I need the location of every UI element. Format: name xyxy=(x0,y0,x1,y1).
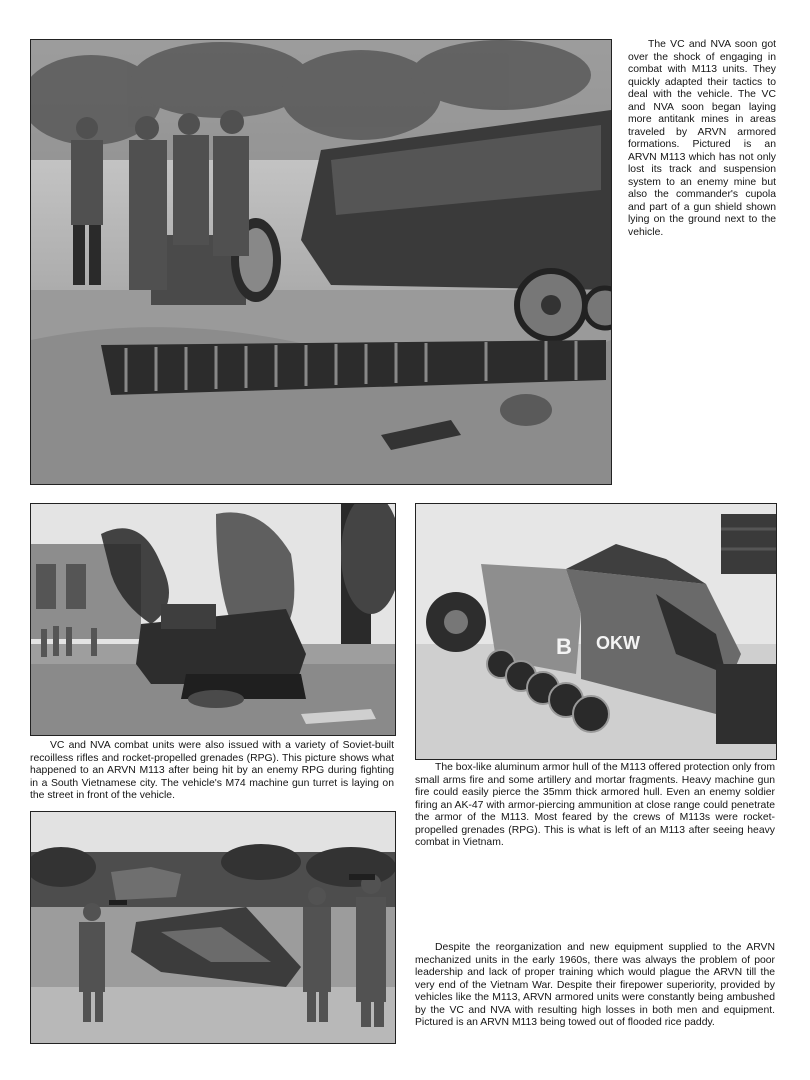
caption-middle-right: The box-like aluminum armor hull of the M113 offered protection only from small arms fire and some artillery and mortar fragments. Heavy machine gun fire could easily pierce the 35mm thick armored hull. Even an enemy soldier firing an AK-47 with armor-piercing ammunition at close range could penetrate the armor of the M113. Most feared by the crews of M113s were rocket-propelled grenades (RPG). This is what is left of an M113 after seeing heavy combat in Vietnam. xyxy=(415,762,775,848)
hull-letter-marking: B xyxy=(556,634,572,659)
photo-burning-m113-city xyxy=(30,503,396,736)
photo-m113-rice-paddy xyxy=(30,811,396,1044)
caption-bottom-right: Despite the reorganization and new equipment supplied to the ARVN mechanized units in the early 1960s, there was always the problem of poor leadership and lack of proper training which would plague the ARVN till the very end of the Vietnam War. Despite their firepower superiority, provided by vehicles like the M113, ARVN armored units were constantly being ambushed by the VC and NVA with resulting high losses in both men and equipment. Pictured is an ARVN M113 being towed out of flooded rice paddy. xyxy=(415,942,775,1028)
photo-destroyed-m113-hull xyxy=(415,503,777,760)
caption-top-right: The VC and NVA soon got over the shock of engaging in combat with M113 units. They quickly adapted their tactics to deal with the vehicle. The VC and NVA soon began laying more antitank mines in areas traveled by ARVN armored formations. Pictured is an ARVN M113 which has not only lost its track and suspension system to an enemy mine but also the commander's cupola and part of a gun shield shown lying on the ground next to the vehicle. xyxy=(628,39,776,238)
caption-middle-left: VC and NVA combat units were also issued with a variety of Soviet-built recoilless rifles and rocket-propelled grenades (RPG). This picture shows what happened to an ARVN M113 after being hit by an enemy RPG during fighting in a South Vietnamese city. The vehicle's M74 machine gun turret is laying on the street in front of the vehicle. xyxy=(30,740,394,801)
hull-code-marking: OKW xyxy=(596,633,640,653)
photo-mine-damaged-m113 xyxy=(30,39,612,485)
